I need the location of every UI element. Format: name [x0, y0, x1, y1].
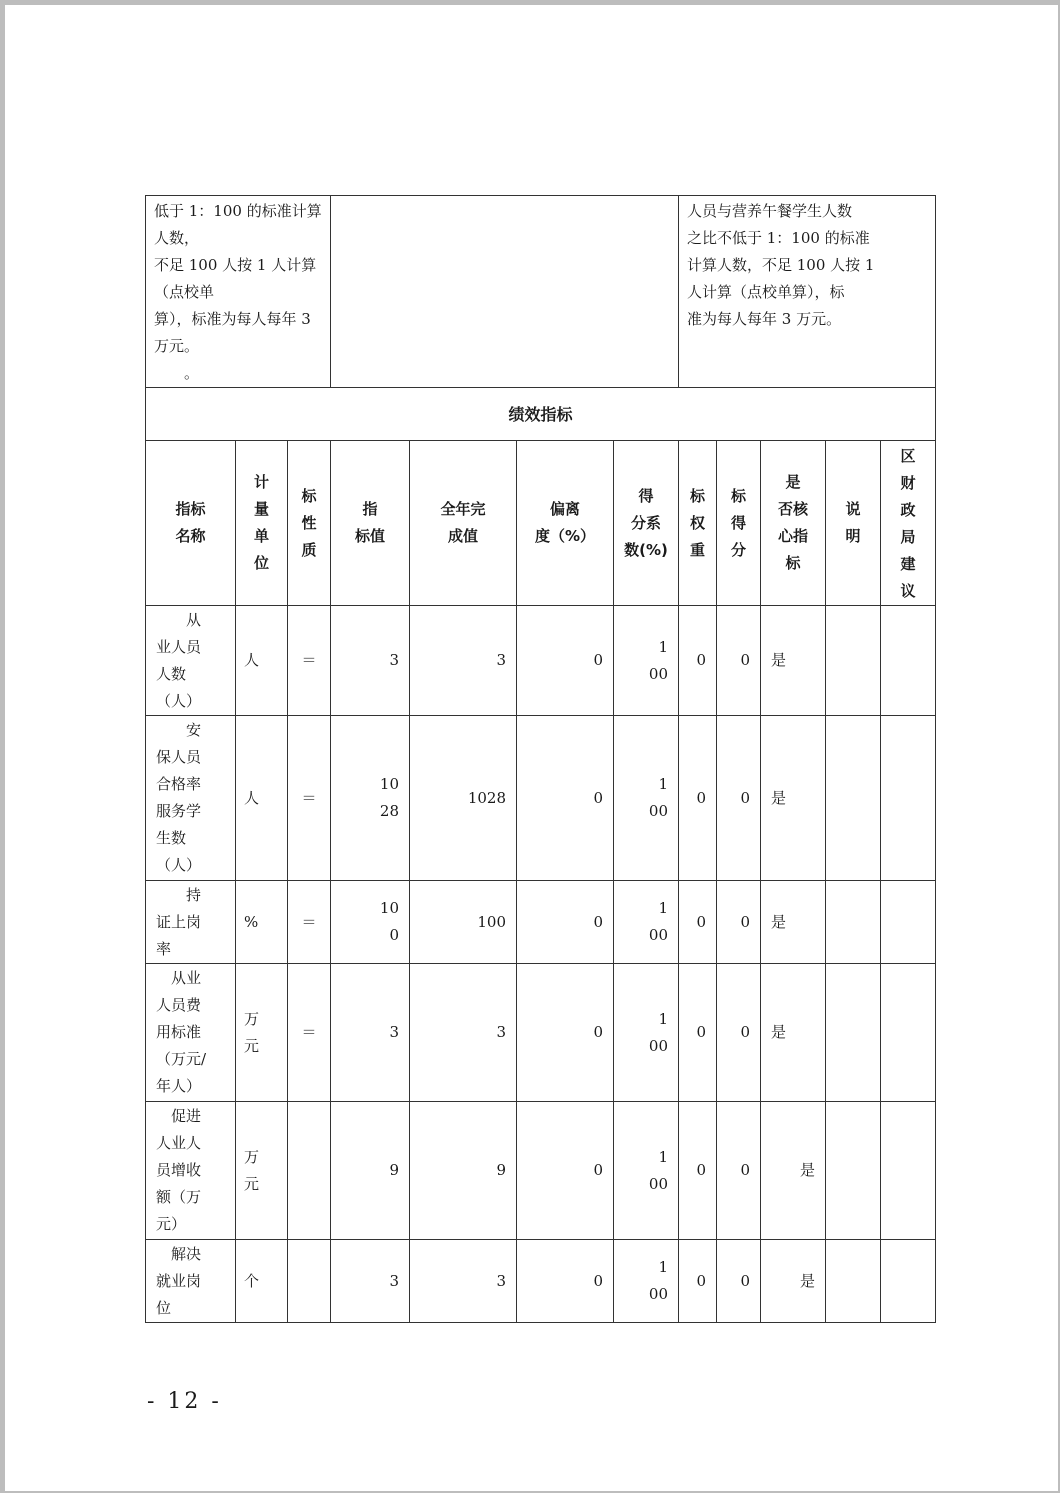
cell-note: [826, 964, 881, 1102]
performance-table-wrapper: [145, 195, 935, 1323]
cell-target: 3: [331, 1240, 410, 1323]
cell-is-core: 是: [761, 1102, 826, 1240]
cell-note: [826, 716, 881, 881]
cell-score-ratio: 1 00: [614, 716, 679, 881]
cell-score: 0: [717, 1102, 761, 1240]
header-unit: 计 量 单 位: [236, 441, 288, 606]
cell-finance-advice: [881, 1240, 936, 1323]
table-row: [146, 881, 936, 964]
description-left-cell: 低于 1：100 的标准计算人数， 不足 100 人按 1 人计算（点校单 算），标准为每人每年 3 万元。 。: [146, 196, 331, 388]
cell-note: [826, 1102, 881, 1240]
cell-nature: ＝: [288, 606, 331, 716]
table-row: [146, 1102, 936, 1240]
table-row: [146, 1240, 936, 1323]
cell-nature: ＝: [288, 881, 331, 964]
cell-nature: ＝: [288, 716, 331, 881]
cell-weight: 0: [679, 1102, 717, 1240]
header-actual: 全年完 成值: [410, 441, 517, 606]
cell-target: 10 28: [331, 716, 410, 881]
header-is-core: 是 否核 心指 标: [761, 441, 826, 606]
section-title-row: [146, 388, 936, 441]
cell-unit: 人: [236, 606, 288, 716]
cell-finance-advice: [881, 1102, 936, 1240]
cell-deviation: 0: [517, 964, 614, 1102]
cell-deviation: 0: [517, 1240, 614, 1323]
cell-name: 安 保人员 合格率 服务学 生数 （人）: [146, 716, 236, 881]
cell-note: [826, 881, 881, 964]
cell-note: [826, 606, 881, 716]
cell-nature: [288, 1240, 331, 1323]
cell-actual: 1028: [410, 716, 517, 881]
cell-name: 促进 人业人 员增收 额（万 元）: [146, 1102, 236, 1240]
cell-actual: 3: [410, 964, 517, 1102]
header-score: 标 得 分: [717, 441, 761, 606]
cell-finance-advice: [881, 881, 936, 964]
cell-deviation: 0: [517, 1102, 614, 1240]
cell-weight: 0: [679, 881, 717, 964]
cell-nature: [288, 1102, 331, 1240]
cell-score: 0: [717, 716, 761, 881]
header-nature: 标 性 质: [288, 441, 331, 606]
cell-score: 0: [717, 1240, 761, 1323]
table-row: [146, 606, 936, 716]
cell-weight: 0: [679, 716, 717, 881]
cell-is-core: 是: [761, 964, 826, 1102]
cell-actual: 3: [410, 606, 517, 716]
cell-actual: 100: [410, 881, 517, 964]
cell-score-ratio: 1 00: [614, 881, 679, 964]
cell-deviation: 0: [517, 716, 614, 881]
header-name: 指标 名称: [146, 441, 236, 606]
cell-score-ratio: 1 00: [614, 964, 679, 1102]
cell-name: 从业 人员费 用标准 （万元/ 年人）: [146, 964, 236, 1102]
header-score-ratio: 得 分系 数(%): [614, 441, 679, 606]
cell-score-ratio: 1 00: [614, 606, 679, 716]
cell-score: 0: [717, 881, 761, 964]
cell-target: 3: [331, 606, 410, 716]
cell-target: 9: [331, 1102, 410, 1240]
cell-unit: 万 元: [236, 1102, 288, 1240]
cell-is-core: 是: [761, 881, 826, 964]
header-note: 说 明: [826, 441, 881, 606]
cell-finance-advice: [881, 606, 936, 716]
header-row: [146, 441, 936, 606]
description-middle-cell: [331, 196, 679, 388]
table-row: [146, 964, 936, 1102]
cell-actual: 3: [410, 1240, 517, 1323]
header-deviation: 偏离 度（%）: [517, 441, 614, 606]
table-row: [146, 716, 936, 881]
description-right-cell: 人员与营养午餐学生人数 之比不低于 1：100 的标准 计算人数，不足 100 人按 1 人计算（点校单算），标 准为每人每年 3 万元。: [679, 196, 936, 388]
cell-finance-advice: [881, 964, 936, 1102]
cell-is-core: 是: [761, 606, 826, 716]
performance-table: [145, 195, 936, 1323]
cell-name: 解决 就业岗 位: [146, 1240, 236, 1323]
cell-score-ratio: 1 00: [614, 1102, 679, 1240]
cell-weight: 0: [679, 1240, 717, 1323]
header-finance-advice: 区 财 政 局 建 议: [881, 441, 936, 606]
cell-deviation: 0: [517, 606, 614, 716]
section-title: 绩效指标: [146, 388, 936, 441]
cell-score: 0: [717, 606, 761, 716]
cell-name: 持 证上岗 率: [146, 881, 236, 964]
cell-weight: 0: [679, 964, 717, 1102]
cell-unit: %: [236, 881, 288, 964]
header-target: 指 标值: [331, 441, 410, 606]
cell-finance-advice: [881, 716, 936, 881]
cell-target: 10 0: [331, 881, 410, 964]
cell-actual: 9: [410, 1102, 517, 1240]
cell-weight: 0: [679, 606, 717, 716]
cell-deviation: 0: [517, 881, 614, 964]
cell-score-ratio: 1 00: [614, 1240, 679, 1323]
cell-unit: 万 元: [236, 964, 288, 1102]
cell-name: 从 业人员 人数 （人）: [146, 606, 236, 716]
header-weight: 标 权 重: [679, 441, 717, 606]
cell-target: 3: [331, 964, 410, 1102]
page-number: - 12 -: [147, 1389, 222, 1414]
cell-nature: ＝: [288, 964, 331, 1102]
cell-unit: 个: [236, 1240, 288, 1323]
cell-is-core: 是: [761, 716, 826, 881]
cell-score: 0: [717, 964, 761, 1102]
cell-is-core: 是: [761, 1240, 826, 1323]
description-row: [146, 196, 936, 388]
cell-unit: 人: [236, 716, 288, 881]
cell-note: [826, 1240, 881, 1323]
